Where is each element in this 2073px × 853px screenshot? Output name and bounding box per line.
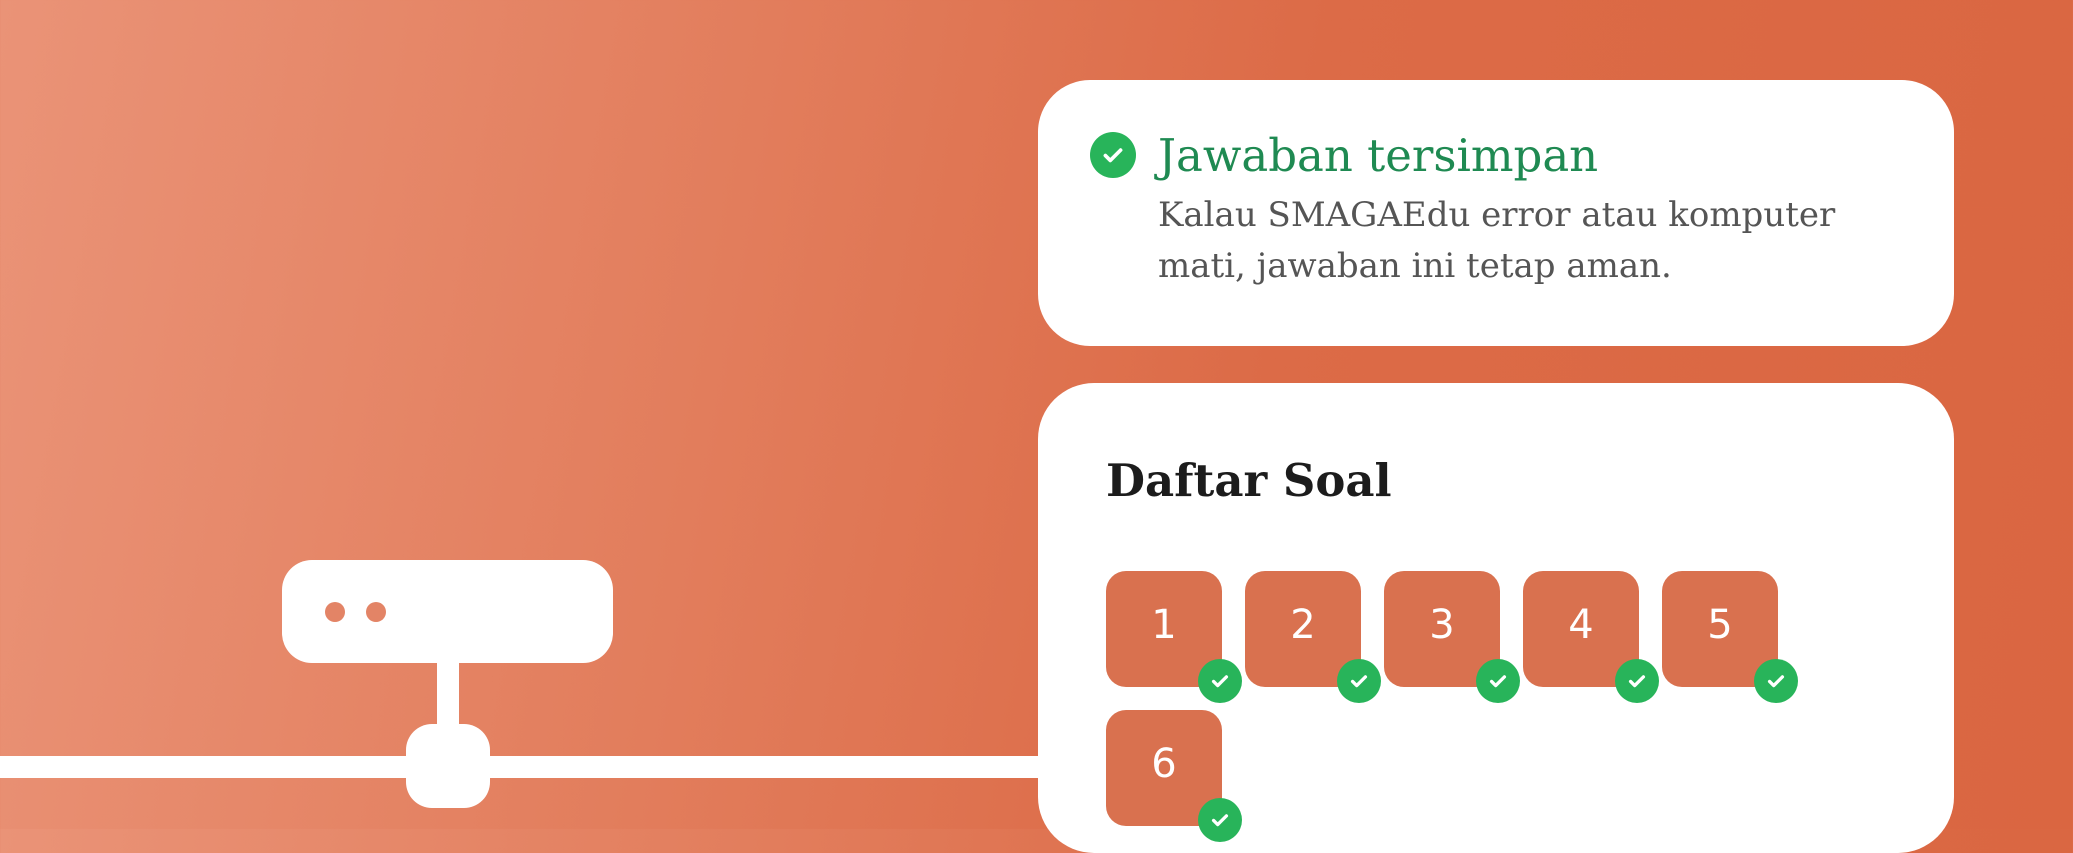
network-node	[406, 724, 490, 808]
server-cable	[437, 660, 459, 732]
question-number: 2	[1290, 602, 1316, 648]
question-number: 4	[1568, 602, 1594, 648]
answered-check-icon	[1337, 659, 1381, 703]
question-button-5[interactable]	[1662, 571, 1778, 687]
question-button-4[interactable]	[1523, 571, 1639, 687]
question-button-1[interactable]	[1106, 571, 1222, 687]
save-status-toast	[1038, 80, 1954, 346]
toast-title: Jawaban tersimpan	[1158, 129, 1599, 182]
answered-check-icon	[1198, 659, 1242, 703]
network-line	[0, 756, 1040, 778]
question-number: 1	[1151, 602, 1177, 648]
question-grid	[1106, 571, 1826, 826]
question-button-6[interactable]	[1106, 710, 1222, 826]
question-button-2[interactable]	[1245, 571, 1361, 687]
server-led-2	[366, 602, 386, 622]
question-button-3[interactable]	[1384, 571, 1500, 687]
toast-message: Kalau SMAGAEdu error atau komputer mati, jawaban ini tetap aman.	[1158, 195, 1836, 286]
server-network-illustration	[0, 0, 1040, 829]
answered-check-icon	[1615, 659, 1659, 703]
question-number: 3	[1429, 602, 1455, 648]
question-number: 5	[1707, 602, 1733, 648]
question-list-panel	[1038, 383, 1954, 853]
answered-check-icon	[1198, 798, 1242, 842]
answered-check-icon	[1476, 659, 1520, 703]
panel-title: Daftar Soal	[1106, 454, 1392, 507]
answered-check-icon	[1754, 659, 1798, 703]
server-led-1	[325, 602, 345, 622]
question-number: 6	[1151, 741, 1177, 787]
check-circle-icon	[1090, 132, 1136, 178]
